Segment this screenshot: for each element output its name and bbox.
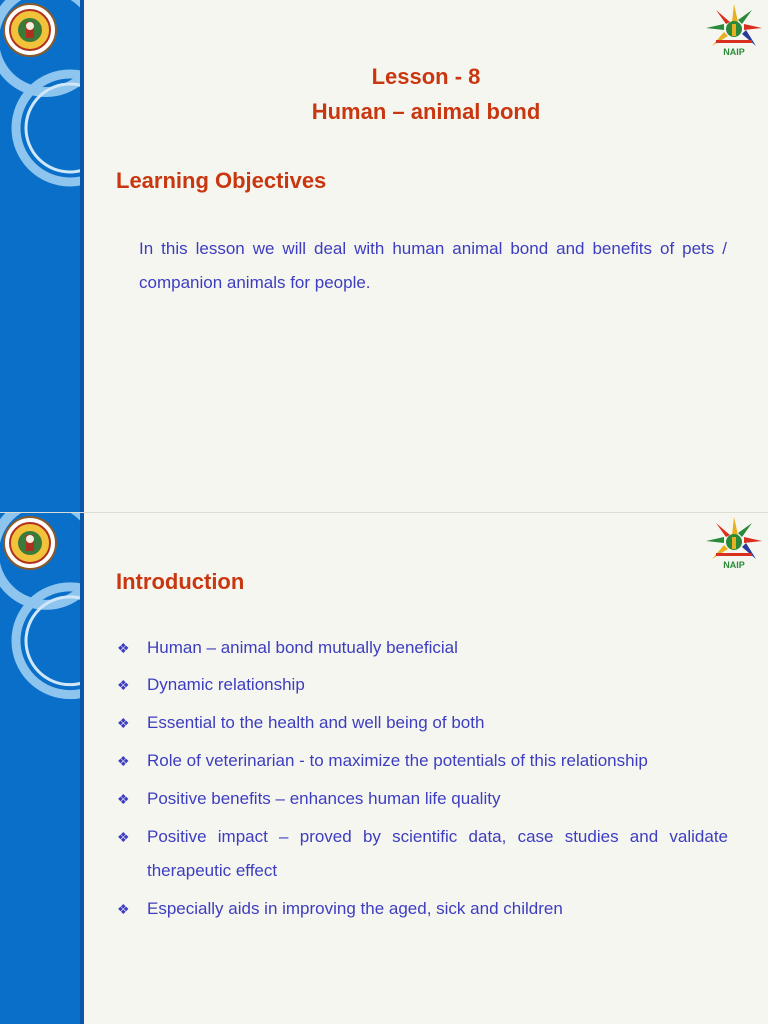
diamond-bullet-icon: ❖ (117, 715, 130, 731)
sidebar-decoration (0, 513, 84, 1024)
list-item: ❖ Role of veterinarian - to maximize the potentials of this relationship (117, 744, 728, 778)
list-item: ❖ Especially aids in improving the aged, sick and children (117, 892, 728, 926)
list-item: ❖ Positive benefits – enhances human life quality (117, 782, 728, 816)
naip-logo-icon (702, 2, 766, 60)
svg-text:NAIP: NAIP (723, 560, 745, 570)
learning-objectives-heading: Learning Objectives (116, 168, 327, 193)
list-item: ❖ Human – animal bond mutually beneficial (117, 631, 728, 665)
svg-text:NAIP: NAIP (723, 47, 745, 57)
lesson-topic-title: Human – animal bond (311, 99, 541, 124)
diamond-bullet-icon: ❖ (117, 791, 130, 807)
introduction-heading: Introduction (116, 569, 245, 594)
objectives-paragraph: In this lesson we will deal with human animal bond and benefits of pets / companion animals for people. (139, 239, 727, 292)
list-item: ❖ Positive impact – proved by scientific data, case studies and validate therapeutic effect (117, 820, 728, 888)
list-item: ❖ Essential to the health and well being of both (117, 706, 728, 740)
diamond-bullet-icon: ❖ (117, 829, 130, 845)
introduction-bullet-list (117, 631, 728, 926)
university-emblem-icon (2, 515, 58, 571)
sidebar-decoration (0, 0, 84, 512)
naip-logo-icon (702, 515, 766, 573)
diamond-bullet-icon: ❖ (117, 901, 130, 917)
university-emblem-icon (2, 2, 58, 58)
lesson-number-title: Lesson - 8 (371, 64, 481, 89)
diamond-bullet-icon: ❖ (117, 677, 130, 693)
diamond-bullet-icon: ❖ (117, 640, 130, 656)
diamond-bullet-icon: ❖ (117, 753, 130, 769)
list-item: ❖ Dynamic relationship (117, 668, 728, 702)
